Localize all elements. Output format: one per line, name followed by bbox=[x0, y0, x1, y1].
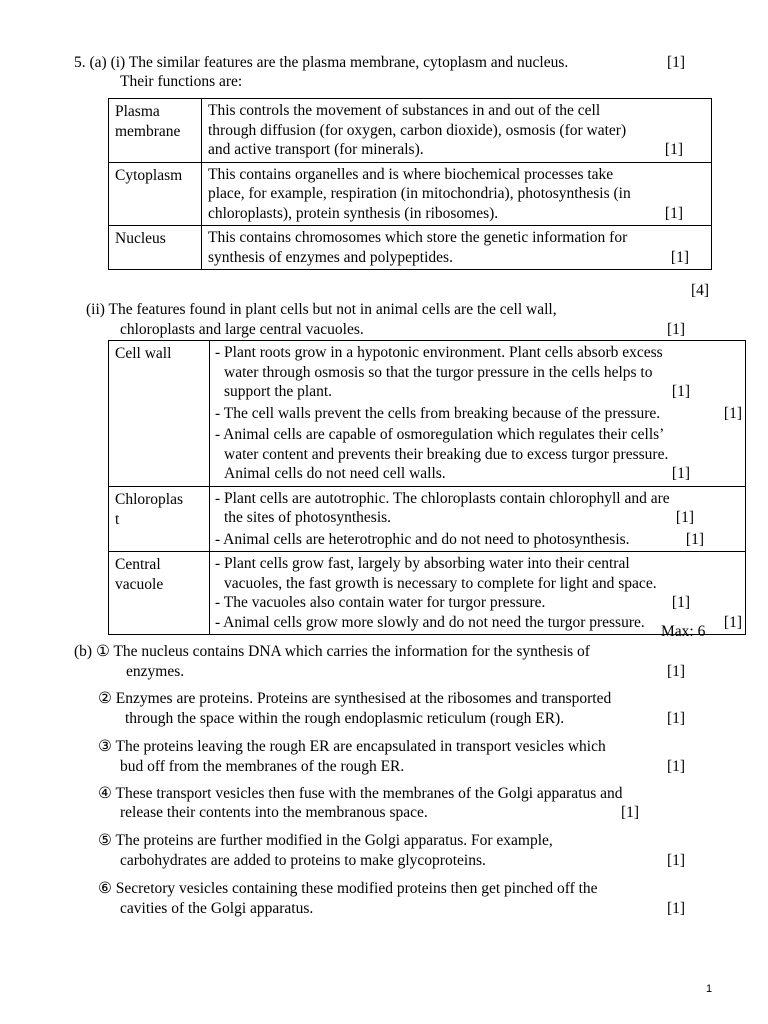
b-item-1-mark: [1] bbox=[667, 663, 686, 680]
mark: [1] bbox=[723, 404, 742, 422]
bullet-line: support the plant. bbox=[224, 383, 333, 400]
bullet-line: vacuoles, the fast growth is necessary to complete for light and space. bbox=[224, 574, 657, 592]
term-membrane: membrane bbox=[115, 123, 181, 140]
term-cytoplasm: Cytoplasm bbox=[115, 166, 183, 184]
b-item-5-mark: [1] bbox=[667, 852, 686, 869]
table-row bbox=[109, 486, 746, 552]
mark: [1] bbox=[671, 383, 690, 400]
bullet-line: - Plant roots grow in a hypotonic environment. Plant cells absorb excess bbox=[215, 344, 663, 361]
b-item-1-line2: enzymes. bbox=[126, 663, 185, 680]
b-item-4-mark: [1] bbox=[621, 804, 640, 821]
page-number: 1 bbox=[706, 983, 713, 995]
mark: [1] bbox=[664, 141, 683, 158]
term-plasma: Plasma bbox=[115, 103, 160, 120]
term-central: Central bbox=[115, 556, 161, 573]
desc-line: place, for example, respiration (in mitochondria), photosynthesis (in bbox=[208, 185, 631, 202]
question-a-i-line1: 5. (a) (i) The similar features are the plasma membrane, cytoplasm and nucleus. bbox=[74, 54, 569, 71]
question-a-ii-line2: chloroplasts and large central vacuoles. bbox=[120, 321, 364, 338]
desc-line: through diffusion (for oxygen, carbon dioxide), osmosis (for water) bbox=[208, 121, 627, 139]
b-item-4-line2: release their contents into the membranous space. bbox=[120, 804, 428, 821]
table-row bbox=[109, 552, 746, 635]
table-row bbox=[109, 99, 712, 163]
bullet-line: - The cell walls prevent the cells from breaking because of the pressure. bbox=[215, 404, 661, 422]
bullet-line: the sites of photosynthesis. bbox=[224, 509, 392, 526]
desc-line: chloroplasts), protein synthesis (in ribosomes). bbox=[208, 204, 499, 222]
bullet-line: water content and prevents their breaking due to excess turgor pressure. bbox=[224, 445, 669, 463]
b-item-5-line1: ⑤ The proteins are further modified in the Golgi apparatus. For example, bbox=[98, 832, 553, 849]
b-item-3-line1: ③ The proteins leaving the rough ER are encapsulated in transport vesicles which bbox=[98, 738, 606, 755]
term-cell-wall: Cell wall bbox=[115, 345, 172, 362]
bullet-line: - Animal cells grow more slowly and do not need the turgor pressure. bbox=[215, 613, 645, 631]
desc-line: This contains chromosomes which store the genetic information for bbox=[208, 229, 628, 246]
bullet-line: - Plant cells grow fast, largely by absorbing water into their central bbox=[215, 555, 630, 572]
b-item-6-line2: cavities of the Golgi apparatus. bbox=[120, 900, 314, 917]
table-row bbox=[109, 226, 712, 270]
desc-line: and active transport (for minerals). bbox=[208, 141, 424, 158]
bullet-line: water through osmosis so that the turgor pressure in the cells helps to bbox=[224, 363, 653, 381]
bullet-line: - Plant cells are autotrophic. The chloroplasts contain chlorophyll and are bbox=[215, 489, 670, 507]
mark: [1] bbox=[723, 613, 742, 631]
question-a-ii-mark: [1] bbox=[667, 321, 686, 338]
b-item-5-line2: carbohydrates are added to proteins to make glycoproteins. bbox=[120, 852, 486, 869]
table-row bbox=[109, 162, 712, 226]
question-a-i-mark: [1] bbox=[667, 54, 686, 71]
mark: [1] bbox=[671, 594, 690, 611]
mark: [1] bbox=[685, 530, 704, 548]
bullet-line: - Animal cells are capable of osmoregulation which regulates their cells’ bbox=[215, 426, 665, 443]
table1-total: [4] bbox=[691, 282, 710, 299]
bullet-line: - Animal cells are heterotrophic and do not need to photosynthesis. bbox=[215, 530, 630, 548]
b-item-2-mark: [1] bbox=[667, 710, 686, 727]
b-item-2-line2: through the space within the rough endoplasmic reticulum (rough ER). bbox=[125, 710, 565, 727]
mark: [1] bbox=[670, 248, 689, 266]
b-item-6-mark: [1] bbox=[667, 900, 686, 917]
bullet-line: - The vacuoles also contain water for turgor pressure. bbox=[215, 594, 546, 611]
term-vacuole: vacuole bbox=[115, 576, 164, 593]
b-item-1-line1: (b) ① The nucleus contains DNA which carries the information for the synthesis of bbox=[74, 643, 590, 660]
mark: [1] bbox=[675, 509, 694, 526]
mark: [1] bbox=[671, 465, 690, 482]
b-item-3-mark: [1] bbox=[667, 758, 686, 775]
b-item-3-line2: bud off from the membranes of the rough ER. bbox=[120, 758, 405, 775]
plant-features-table bbox=[108, 340, 746, 635]
question-a-ii-line1: (ii) The features found in plant cells but not in animal cells are the cell wall, bbox=[86, 301, 557, 318]
term-chloroplast: Chloroplas bbox=[115, 490, 184, 508]
functions-table bbox=[108, 98, 712, 270]
term-chloroplast-wrap: t bbox=[115, 510, 120, 528]
table-row bbox=[109, 341, 746, 487]
b-item-6-line1: ⑥ Secretory vesicles containing these modified proteins then get pinched off the bbox=[98, 880, 598, 897]
desc-line: This controls the movement of substances in and out of the cell bbox=[208, 102, 601, 119]
desc-line: This contains organelles and is where biochemical processes take bbox=[208, 165, 614, 183]
mark: [1] bbox=[664, 204, 683, 222]
question-a-i-line2: Their functions are: bbox=[120, 73, 243, 90]
b-item-2-line1: ② Enzymes are proteins. Proteins are synthesised at the ribosomes and transported bbox=[98, 690, 612, 707]
desc-line: synthesis of enzymes and polypeptides. bbox=[208, 248, 453, 266]
term-nucleus: Nucleus bbox=[115, 230, 166, 247]
bullet-line: Animal cells do not need cell walls. bbox=[224, 465, 446, 482]
max-marks: Max: 6 bbox=[661, 623, 706, 640]
b-item-4-line1: ④ These transport vesicles then fuse with the membranes of the Golgi apparatus and bbox=[98, 785, 623, 802]
